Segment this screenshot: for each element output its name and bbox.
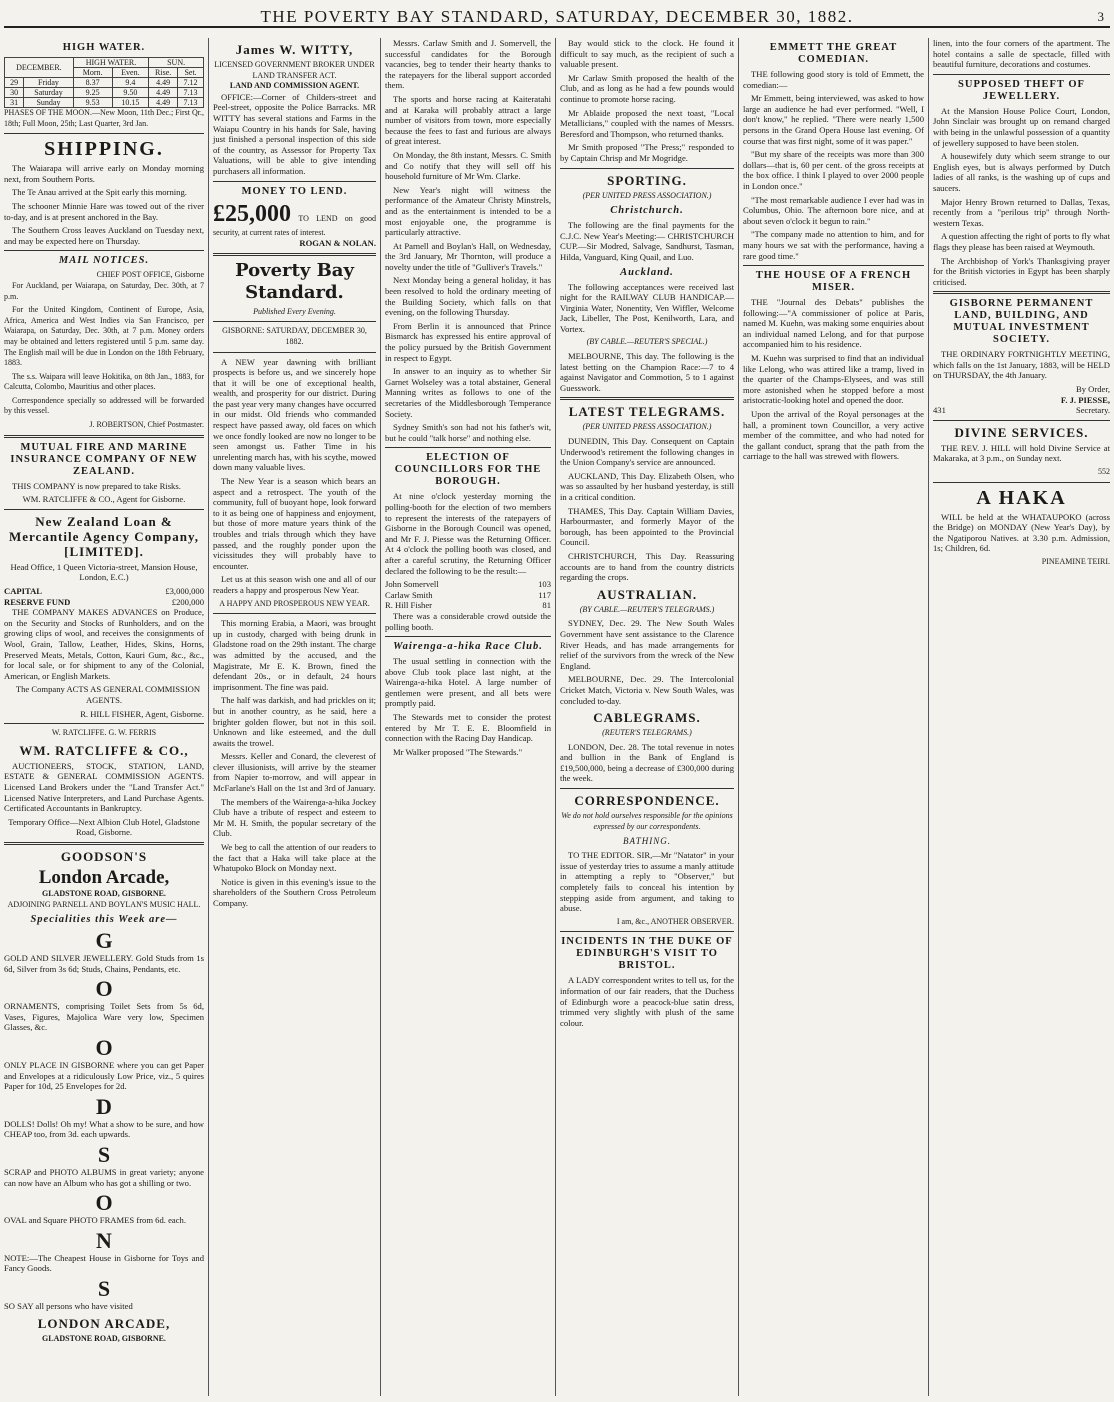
money-firm: ROGAN & NOLAN. [299, 238, 376, 249]
divider [560, 931, 734, 932]
divider [213, 613, 376, 614]
tide-row [5, 98, 204, 108]
emmett-para: "The company made no attention to him, and for many hours we sat with the performance, having a rare good time." [743, 229, 924, 261]
editorial-para: We beg to call the attention of our readers to the fact that a Haka will take place at the Whatupoko Block on Monday next. [213, 842, 376, 874]
spec-text: SCRAP and PHOTO ALBUMS in great variety; anyone can now have an Album who has got a shilling or two. [4, 1167, 204, 1188]
masthead [0, 0, 1114, 34]
reserve-line [4, 597, 204, 608]
gpl-ref: 431 [933, 405, 946, 416]
tide-table [4, 57, 204, 108]
spec-text: NOTE:—The Cheapest House in Gisborne for Toys and Fancy Goods. [4, 1252, 204, 1274]
gpl-signature: F. J. PIESSE, [1060, 394, 1110, 405]
mail-office: CHIEF POST OFFICE, Gisborne [96, 270, 204, 280]
column-3 [380, 38, 555, 1396]
news-para: The sports and horse racing at Kaiteratahi and at Karaka will probably attract a large number of visitors from town, more especially because the fees to fast and furious are always of great interest. [385, 93, 551, 147]
mail-para: For Auckland, per Waiarapa, on Saturday, Dec. 30th, at 7 p.m. [4, 280, 204, 301]
theft-para: The Archbishop of York's Thanksgiving prayer for the British victories in Egypt has been sharply criticised. [933, 255, 1110, 287]
bathing-sign: I am, &c., ANOTHER OBSERVER. [616, 916, 734, 926]
emmett-para: "But my share of the receipts was more than 300 dollars—that is, 60 per cent. of the gross receipts at the box office. I think I played to over 2000 people in London once." [743, 149, 924, 191]
tide-cell: 30 [5, 88, 24, 98]
result-row [385, 579, 551, 590]
spec-text: OVAL and Square PHOTO FRAMES from 6d. each. [4, 1215, 186, 1226]
divider [213, 352, 376, 353]
divider [4, 842, 204, 845]
spec-item [4, 1036, 204, 1092]
mail-para: The s.s. Waipara will leave Hokitika, on 8th Jan., 1883, for Calcutta, Colombo, Mauritius and other places. [4, 371, 204, 392]
correspondence-note: We do not hold ourselves responsible for the opinions expressed by our correspondents. [561, 811, 733, 831]
divider [385, 636, 551, 637]
latest-para: THAMES, This Day. Captain William Davies, Harbourmaster, and formerly Mayor of the borough, has been appointed to the Provincial Council. [560, 505, 734, 548]
cable-note: (BY CABLE.—REUTER'S SPECIAL.) [586, 337, 708, 347]
reserve-label: RESERVE FUND [4, 596, 71, 607]
column-2 [208, 38, 380, 1396]
tide-cell: 31 [5, 98, 24, 108]
news-para: Sydney Smith's son had not his father's wit, but he could "talk horse" and nothing else. [385, 422, 551, 443]
house-heading: THE HOUSE OF A FRENCH MISER. [755, 270, 912, 294]
shipping-para: The Te Anau arrived at the Spit early this morning. [12, 187, 187, 198]
candidate-votes: 117 [538, 589, 551, 600]
moon-phases: PHASES OF THE MOON.—New Moon, 11th Dec.; First Qr., 18th; Full Moon, 25th; Last Quarter, 3rd Jan. [4, 108, 204, 128]
editorial-para: Messrs. Keller and Conard, the cleverest of clever illusionists, will arrive by the steamer from Napier to-morrow, and will appear in McFarlane's Hall on the 1st and 3rd of January. [213, 751, 376, 794]
masthead-title: THE POVERTY BAY STANDARD, SATURDAY, DECEMBER 30, 1882. [260, 7, 854, 26]
news-para: Mr Smith proposed "The Press;" responded to by Captain Chrisp and Mr Mogridge. [560, 142, 734, 163]
mail-signature: J. ROBERTSON, Chief Postmaster. [89, 420, 204, 430]
tide-cell: 9.4 [112, 78, 149, 88]
mail-para: Correspondence specially so addressed will be forwarded by this vessel. [4, 395, 204, 416]
tide-title: HIGH WATER. [62, 42, 146, 53]
divider [933, 420, 1110, 421]
news-para: In answer to an inquiry as to whether Sir Garnet Wolseley was a total abstainer, General Manning writes as follows to one of the secretaries of the Middlesborough Temperance Society. [385, 366, 551, 419]
tide-sub: Rise. [149, 68, 178, 78]
latest-para: AUCKLAND, This Day. Elizabeth Olsen, who was so assaulted by her husband yesterday, is still in a critical condition. [560, 470, 734, 502]
result-row [385, 590, 551, 601]
sporting-agency: (PER UNITED PRESS ASSOCIATION.) [582, 190, 712, 200]
cablegrams-agency: (REUTER'S TELEGRAMS.) [602, 728, 692, 738]
divider [933, 482, 1110, 483]
spec-item [4, 1277, 204, 1312]
australian-agency: (BY CABLE.—REUTER'S TELEGRAMS.) [579, 604, 715, 614]
spec-text: ONLY PLACE IN GISBORNE where you can get Paper and Envelopes at a ridiculously Low Price, viz., 5 quires Paper for 10d, 25 Envelopes for 2d. [4, 1060, 204, 1092]
theft-para: At the Mansion House Police Court, London, John Sinclair was brought up on remand charged with being in the unlawful possession of a quantity of jewellery supposed to have been stolen. [933, 105, 1110, 148]
nzloan-agent: R. HILL FISHER, Agent, Gisborne. [80, 708, 204, 719]
spec-letter: O [95, 1035, 113, 1061]
news-para: Mr Ablaide proposed the next toast, "Local Metallicians," coupled with the names of Messrs. Beresford and Thompson, who returned thanks. [560, 107, 734, 139]
dateline: GISBORNE: SATURDAY, DECEMBER 30, 1882. [222, 326, 367, 346]
melbourne-text: MELBOURNE, This day. The following is the latest betting on the Champion Race:—7 to 4 against Navigator and Commotion, 5 to 1 against Guesswork. [560, 351, 734, 393]
shipping-para: The schooner Minnie Hare was towed out of the river to-day, and is at present anchored in the Bay. [4, 200, 204, 222]
editorial-para: The members of the Wairenga-a-hika Jockey Club have a tribute of respect and esteem to Mr M. H. Smith, the popular secretary of the Club. [213, 796, 376, 839]
tide-cell: 9.53 [73, 98, 112, 108]
shipping-heading: SHIPPING. [44, 138, 164, 161]
gpl-secretary: Secretary. [1075, 405, 1110, 416]
gpl-text: THE ORDINARY FORTNIGHTLY MEETING, which falls on the 1st January, 1883, will be HELD on THURSDAY, the 4th January. [933, 349, 1110, 381]
race-para: Mr Walker proposed "The Stewards." [393, 746, 523, 757]
editorial-para: The half was darkish, and had prickles on it; but in another country, as he said, here a brighter golden flower, but not in this soil. Unknown and like esteemed, and the dull awaits the trowel. [213, 695, 376, 748]
bathing-heading: BATHING. [623, 836, 671, 847]
tide-cell: Friday [24, 78, 74, 88]
divider [933, 74, 1110, 75]
race-para: The Stewards met to consider the protest entered by Mr T. E. E. Bloomfield in connection with the Racing Day Handicap. [385, 712, 551, 744]
tide-cell: 4.49 [149, 98, 178, 108]
spec-letter: S [97, 1142, 111, 1168]
christchurch-heading: Christchurch. [610, 205, 684, 217]
candidate-votes: 103 [538, 579, 551, 590]
house-para: M. Kuehn was surprised to find that an individual like Lelong, who was attired like a tramp, lived in the quarter of the Champs-Elysees, and was still more astonished when he stopped before a most aristocratic-looking hotel and opened the door. [743, 353, 924, 406]
incidents-text: A LADY correspondent writes to tell us, for the information of our fair readers, that the Duchess of Edinburgh wore a peacock-blue satin dress, trimmed very slightly with plush of the same colour. [560, 975, 734, 1028]
witty-sub: LAND AND COMMISSION AGENT. [229, 81, 360, 91]
theft-heading: SUPPOSED THEFT OF JEWELLERY. [958, 78, 1085, 102]
column-1 [0, 38, 208, 1396]
specialities-heading: Specialities this Week are— [30, 914, 178, 926]
incidents-heading: INCIDENTS IN THE DUKE OF EDINBURGH'S VISIT TO BRISTOL. [561, 936, 733, 972]
divider [4, 435, 204, 438]
money-amount: £25,000 [213, 200, 291, 227]
editorial-para: This morning Erabia, a Maori, was brought up in custody, charged with being drunk in Gladstone road on the 29th instant. The charge was admitted by the accused, and the Magistrate, Mr E. K. Brown, fined the defendant 20s., or in default, 24 hours imprisonment. The fine was paid. [213, 618, 376, 692]
money-text: TO LEND on good security, at current rates of interest. [213, 213, 376, 237]
editorial-para: Let us at this season wish one and all of our readers a happy and prosperous New Year. [213, 574, 376, 595]
latest-heading: LATEST TELEGRAMS. [568, 404, 726, 420]
house-para: Upon the arrival of the Royal personages at the hall, a prominent town Councillor, a very active member of the committee, and who had noted for the gallant conduct, sprang that the path from the carriage to the hall was strewed with flowers. [743, 409, 924, 462]
cablegrams-heading: CABLEGRAMS. [593, 710, 701, 726]
divider [213, 181, 376, 182]
divine-text: THE REV. J. HILL will hold Divine Service at Makaraka, at 3 p.m., on Sunday next. [933, 442, 1110, 464]
spec-item [4, 1229, 204, 1274]
news-para: Bay would stick to the clock. He found it difficult to say much, as the recipient of such a valuable present. [560, 38, 734, 70]
haka-text: WILL be held at the WHATAUPOKO (across the Bridge) on MONDAY (New Year's Day), by the Ngatiporou Natives. at 3.30 p.m. Admission, 1s; Children, 6d. [933, 511, 1110, 554]
australian-para: SYDNEY, Dec. 29. The New South Wales Government have sent assistance to the Clarence River Heads, and has made arrangements for relief of the survivors from the wreck of the New England. [560, 618, 734, 671]
spec-item [4, 977, 204, 1033]
capital-line [4, 586, 204, 597]
mail-heading: MAIL NOTICES. [58, 255, 150, 267]
spec-text: DOLLS! Dolls! Oh my! What a show to be sure, and how CHEAP too, from 3d. each upwards. [4, 1118, 204, 1140]
theft-para: Major Henry Brown returned to Dallas, Texas, recently from a "perilous trip" through North-western Texas. [933, 196, 1110, 228]
divider [4, 250, 204, 251]
divine-heading: DIVINE SERVICES. [954, 424, 1089, 440]
ratcliffe-text: AUCTIONEERS, STOCK, STATION, LAND, ESTATE & GENERAL COMMISSION AGENTS. Licensed Land Brokers under the "Land Transfer Act." Licensed Native Interpreters, and Land Purchase Agents. Certificated Accountants in Bankruptcy. [4, 760, 204, 814]
reserve-value: £200,000 [171, 596, 204, 607]
nzloan-acts: The Company ACTS AS GENERAL COMMISSION AGENTS. [15, 684, 201, 705]
candidate-name: John Somervell [385, 579, 439, 590]
spec-letter: G [95, 928, 113, 954]
gpl-footer [933, 405, 1110, 416]
tide-row [5, 88, 204, 98]
happy-new-year: A HAPPY AND PROSPEROUS NEW YEAR. [219, 598, 370, 608]
emmett-para: "The most remarkable audience I ever had was in Columbus, Ohio. The afternoon bore nice, and at about seven o'clock it begun to rain." [743, 194, 924, 226]
divider [743, 265, 924, 266]
christchurch-text: The following are the final payments for the C.J.C. New Year's Meeting:— CHRISTCHURCH CUP.—Sir Modred, Salvage, Sandhurst, Tasman, Hilda, Vanguard, King Quail, and Luo. [560, 220, 734, 262]
column-4 [555, 38, 738, 1396]
divider [560, 788, 734, 789]
published-note: Published Every Evening. [253, 306, 336, 316]
editorial-para: A NEW year dawning with brilliant prospects is before us, and we sincerely hope that it will be one of exceptional health, wealth, and prosperity for our district. During the past year very many changes have occurred in our midst. Old friends who commanded respect have passed away, old faces on which we once fondly looked are now no longer to be seen amongst us. Father Time in his unrelenting march has, with his scythe, mowed down many valuable lives. [213, 356, 376, 473]
election-text: At nine o'clock yesterday morning the polling-booth for the election of two members to represent the interests of the ratepayers of Gisborne in the Borough Council was opened, and Mr F. J. Piesse was the Returning Officer. At 4 o'clock the polling booth was closed, and after a careful scrutiny, the Returning Officer declared the following to be the result:— [385, 491, 551, 576]
tide-cell: 29 [5, 78, 24, 88]
divider [560, 168, 734, 169]
tide-header-sun: SUN. [149, 58, 204, 68]
spec-letter: S [97, 1276, 111, 1301]
page-number: 3 [1097, 9, 1104, 24]
goodson-heading: GOODSON'S [60, 848, 148, 864]
emmett-heading: EMMETT THE GREAT COMEDIAN. [769, 42, 898, 65]
election-after: There was a considerable crowd outside the polling booth. [385, 610, 551, 632]
spec-letter: O [95, 976, 113, 1002]
latest-para: CHRISTCHURCH, This Day. Reassuring accounts are to hand from the country districts regarding the crops. [560, 550, 734, 583]
sporting-heading: SPORTING. [607, 172, 687, 188]
latest-agency: (PER UNITED PRESS ASSOCIATION.) [582, 422, 712, 432]
divider [4, 509, 204, 510]
latest-para: DUNEDIN, This Day. Consequent on Captain Underwood's retirement the following changes in the Union Company's service are announced. [560, 436, 734, 468]
arcade-heading: London Arcade, [38, 866, 170, 888]
ratcliffe-offices: Temporary Office—Next Albion Club Hotel, Gladstone Road, Gisborne. [8, 816, 200, 838]
arcade-adjoining: ADJOINING PARNELL AND BOYLAN'S MUSIC HALL. [7, 899, 201, 909]
divider [933, 291, 1110, 294]
result-row [385, 600, 551, 611]
tide-sub: Even. [112, 68, 149, 78]
spec-text: ORNAMENTS, comprising Toilet Sets from 5s 6d, Vases, Figures, Majolica Ware very low, Specimen Glasses, &c. [4, 1001, 204, 1033]
spec-item [4, 1143, 204, 1188]
nzloan-office: Head Office, 1 Queen Victoria-street, Mansion House, London, E.C.) [10, 561, 198, 583]
spec-letter: O [95, 1190, 113, 1216]
witty-title: LICENSED GOVERNMENT BROKER UNDER LAND TRANSFER ACT. [214, 60, 375, 80]
candidate-name: R. Hill Fisher [385, 600, 433, 611]
australian-heading: AUSTRALIAN. [596, 586, 698, 602]
arcade-footer-address: GLADSTONE ROAD, GISBORNE. [42, 1333, 166, 1343]
spec-item [4, 929, 204, 974]
shipping-para: The Southern Cross leaves Auckland on Tuesday next, and may be expected here on Thursday. [4, 225, 204, 246]
news-para: From Berlin it is announced that Prince Bismarck has expressed his entire approval of the policy pursued by the British Government in respect to Egypt. [385, 320, 551, 363]
haka-heading: A HAKA [976, 486, 1067, 509]
editorial-para: The New Year is a season which bears an aspect and a retrospect. The youth of the community, full of buoyant hope, look forward to it as being one of happiness and enjoyment, but those of more mature years think of the troubles and trials through which they have passed, and the roughly ponder upon the vicissitudes they will probably have to encounter. [213, 476, 376, 571]
divider [560, 397, 734, 400]
money-heading: MONEY TO LEND. [241, 185, 348, 197]
news-para: Messrs. Carlaw Smith and J. Somervell, the successful candidates for the Borough vacancies, beg to tender their hearty thanks to the ratepayers for the liberal support accorded them. [385, 38, 551, 91]
divider [4, 133, 204, 134]
insurance-agents: WM. RATCLIFFE & CO., Agent for Gisborne. [22, 494, 186, 505]
tide-header-month: DECEMBER. [5, 58, 74, 78]
column-6 [928, 38, 1114, 1396]
tide-cell: 7.12 [178, 78, 204, 88]
paper-title: Poverty Bay Standard. [235, 259, 354, 303]
gpl-order: By Order, [1075, 384, 1110, 395]
shipping-para: The Waiarapa will arrive early on Monday morning next, from Southern Ports. [4, 163, 204, 184]
bathing-text: TO THE EDITOR. SIR,—Mr "Natator" in your issue of yesterday tries to assume a manly attitude in attempting a reply to "Observer," but completely fails to conceal his intention by stepping aside from argument, and taking to abuse. [560, 850, 734, 914]
race-heading: Wairenga-a-hika Race Club. [393, 641, 543, 653]
tide-sub: Morn. [73, 68, 112, 78]
tide-cell: 9.50 [112, 88, 149, 98]
insurance-heading: MUTUAL FIRE AND MARINE INSURANCE COMPANY OF NEW ZEALAND. [10, 441, 198, 477]
column-5 [738, 38, 928, 1396]
money-block [213, 201, 376, 239]
tide-cell: 4.49 [149, 78, 178, 88]
nzloan-heading: New Zealand Loan & Mercantile Agency Company, [LIMITED]. [8, 513, 200, 559]
correspondence-heading: CORRESPONDENCE. [574, 793, 720, 809]
emmett-para: THE following good story is told of Emmett, the comedian:— [743, 69, 924, 90]
spec-item [4, 1191, 204, 1226]
theft-para: A housewifely duty which seem strange to our English eyes, but is always performed by Dutch ladies of all ranks, is the washing up of cups and saucers. [933, 151, 1110, 193]
divine-ref: 552 [1098, 467, 1110, 477]
theft-para: A question affecting the right of ports to fly what flags they please has been raised at Weymouth. [933, 231, 1110, 252]
news-para: Mr Carlaw Smith proposed the health of the Club, and as long as he had a few pounds would continue to promote horse racing. [560, 72, 734, 104]
tide-cell: Saturday [24, 88, 74, 98]
insurance-text: THIS COMPANY is now prepared to take Risks. [12, 480, 181, 491]
arcade-footer: LONDON ARCADE, [37, 1315, 171, 1331]
news-para: At Parnell and Boylan's Hall, on Wednesday, the 3rd January, Mr Thornton, will produce a novelty under the title of "Gulliver's Travels." [385, 240, 551, 272]
divider [385, 447, 551, 448]
news-para: linen, into the four corners of the apartment. The hotel contains a salle de spectacle, filled with beautiful furniture, decorations and costumes. [933, 38, 1110, 70]
spec-letter: N [96, 1227, 112, 1253]
candidate-votes: 81 [542, 600, 551, 611]
election-heading: ELECTION OF COUNCILLORS FOR THE BOROUGH. [394, 452, 542, 488]
tide-cell: 7.13 [178, 88, 204, 98]
capital-label: CAPITAL [4, 586, 43, 597]
editorial-para: Notice is given in this evening's issue to the shareholders of the Southern Cross Petroleum Company. [213, 876, 376, 908]
tide-cell: 9.25 [73, 88, 112, 98]
divider [213, 253, 376, 256]
haka-footer: PINEAMINE TEIRI. [1041, 557, 1110, 566]
spec-item [4, 1095, 204, 1140]
ratcliffe-heading: WM. RATCLIFFE & CO., [19, 742, 189, 758]
emmett-para: Mr Emmett, being interviewed, was asked to how large an audience he had ever performed. "Well, I don't know," he replied. "There were nearly 1,500 persons in the Grand Opera House last evening. Of course that was first night, some of it was paper." [743, 93, 924, 146]
witty-name: James W. WITTY, [235, 42, 354, 57]
news-para: New Year's night will witness the performance of the Amateur Christy Minstrels, and as the entertainment is intended to be a most enjoyable one, the programme is particularly attractive. [385, 184, 551, 238]
tide-cell: 7.13 [178, 98, 204, 108]
divider [4, 723, 204, 724]
news-para: On Monday, the 8th instant, Messrs. C. Smith and Co notify that they will sell off his household furniture of Mr Wm. Clarke. [385, 149, 551, 182]
masthead-rule [4, 26, 1110, 28]
tide-cell: Sunday [24, 98, 74, 108]
mail-para: For the United Kingdom, Continent of Europe, Asia, Africa, America and West Indies via San Francisco, per Waiarapa, on Saturday, Dec. 30th, at 7 p.m. Money orders may be obtained and letters registered until 5 p.m. same day. The English mail will be due in London on the 18th February, 1883. [4, 305, 204, 368]
house-para: THE "Journal des Debats" publishes the following:—"A commissioner of police at Paris, named M. Kuehn, was making some enquiries about an individual named Lelong, and for that purpose accompanied him to his residence. [743, 297, 924, 350]
tide-cell: 4.49 [149, 88, 178, 98]
tide-cell: 10.15 [112, 98, 149, 108]
ratcliffe-names: W. RATCLIFFE. G. W. FERRIS [51, 728, 157, 738]
tide-sub: Set. [178, 68, 204, 78]
australian-para: MELBOURNE, Dec. 29. The Intercolonial Cricket Match, Victoria v. New South Wales, was concluded to-day. [560, 674, 734, 706]
news-para: Next Monday being a general holiday, it has been resolved to hold the ordinary meeting of the Building Society, which falls on that evening, on the following Thursday. [385, 275, 551, 318]
auckland-text: The following acceptances were received last night for the RAILWAY CLUB HANDICAP.—Virginia Water, Nonentity, Ven Wiffler, Welcome Jack, Libeller, The Post, Kenilworth, Lara, and Vortex. [560, 281, 734, 334]
tide-header-water: HIGH WATER. [73, 58, 148, 68]
spec-letter: D [96, 1093, 112, 1119]
divider [213, 321, 376, 322]
candidate-name: Carlaw Smith [385, 589, 433, 600]
spec-text: SO SAY all persons who have visited [4, 1301, 133, 1311]
race-para: The usual settling in connection with the above Club took place last night, at the Wairenga-a-hika Hotel. A large number of gentlemen were present, and all bets were promptly paid. [385, 656, 551, 709]
cablegrams-text: LONDON, Dec. 28. The total revenue in notes and bullion in the Bank of England is £19,500,000, being a decrease of £300,000 during the week. [560, 741, 734, 784]
arcade-address: GLADSTONE ROAD, GISBORNE. [42, 888, 166, 898]
capital-value: £3,000,000 [165, 586, 204, 597]
auckland-heading: Auckland. [620, 266, 674, 278]
tide-cell: 8.37 [73, 78, 112, 88]
spec-text: GOLD AND SILVER JEWELLERY. Gold Studs from 1s 6d, Silver from 3s 6d; Studs, Chains, Pendants, etc. [4, 953, 204, 974]
nzloan-text: THE COMPANY MAKES ADVANCES on Produce, on the Security and Stocks of Runholders, and on the growing clips of wool, and receives the consignments of Wool, Grain, Tallow, Leather, Hides, Skins, Horns, Preserved Meats, Metals, Cotton, Kauri Gum, &c., &c., for local sale, or for shipment to any of the Colonial, American, or English Markets. [4, 607, 204, 681]
gpl-heading: GISBORNE PERMANENT LAND, BUILDING, AND MUTUAL INVESTMENT SOCIETY. [949, 298, 1094, 346]
witty-text: OFFICE:—Corner of Childers-street and Peel-street, opposite the Police Barracks. MR WITTY has several stations and Farms in the Waiapu Country in his hands for Sale, having just finished a personal inspection of this side of the country, as Assessor for Property Tax Valuations, will be able to give intending purchasers all information. [213, 91, 376, 176]
tide-row [5, 78, 204, 88]
